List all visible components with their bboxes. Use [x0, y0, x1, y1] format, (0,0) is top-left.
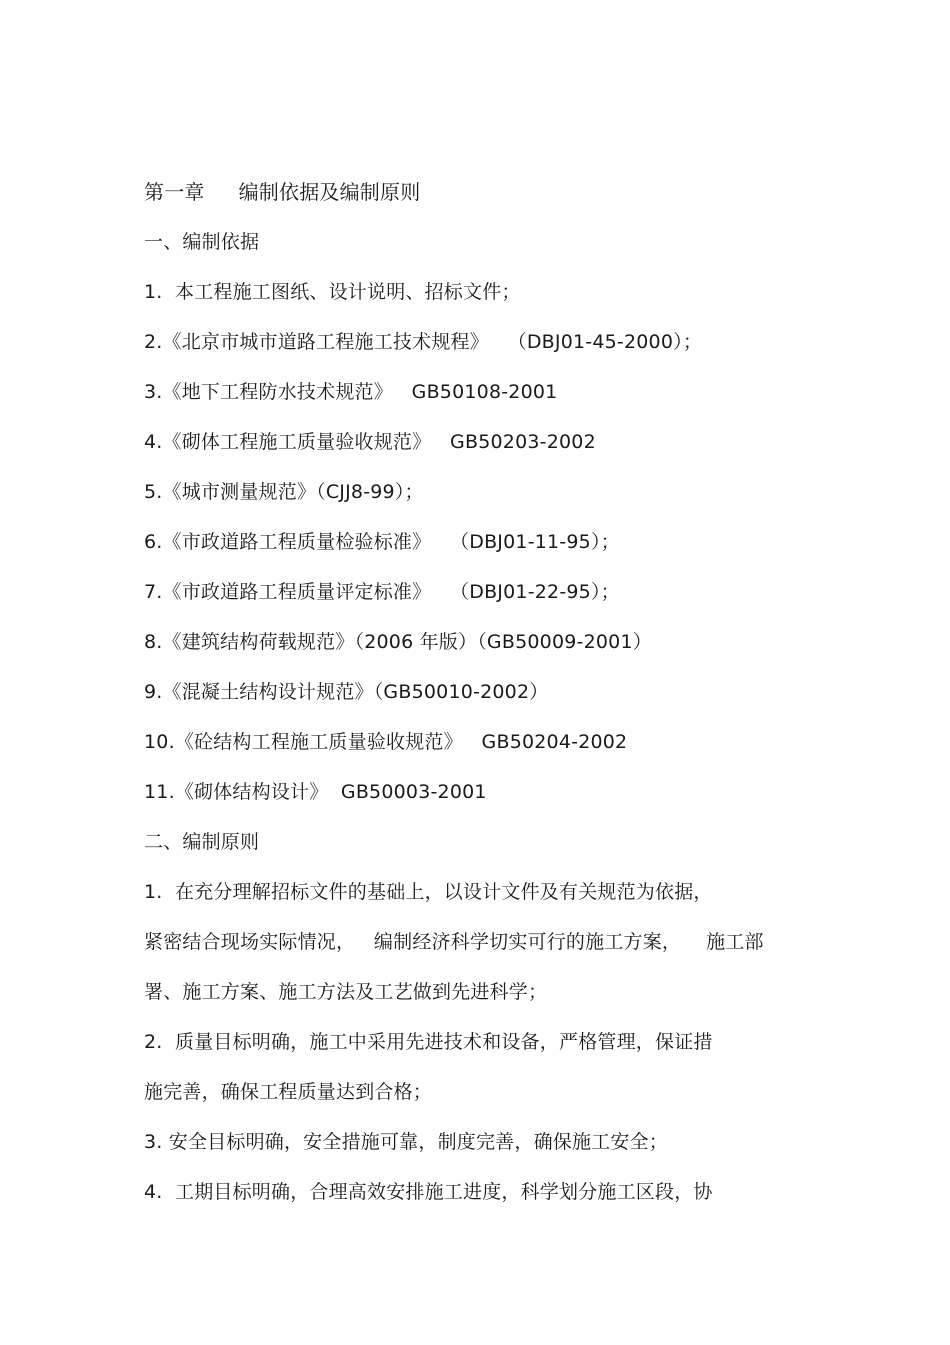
basis-item: 5.《城市测量规范》（CJJ8-99）；	[144, 481, 424, 503]
basis-item: 4.《砌体工程施工质量验收规范》 GB50203-2002	[144, 431, 596, 453]
basis-item: 7.《市政道路工程质量评定标准》 （DBJ01-22-95）；	[144, 581, 620, 603]
basis-item: 10.《砼结构工程施工质量验收规范》 GB50204-2002	[144, 731, 628, 753]
basis-item: 6.《市政道路工程质量检验标准》 （DBJ01-11-95）；	[144, 531, 620, 553]
basis-item: 2.《北京市城市道路工程施工技术规程》 （DBJ01-45-2000）；	[144, 331, 703, 353]
principle-line: 1. 在充分理解招标文件的基础上，以设计文件及有关规范为依据，	[144, 881, 713, 903]
principle-line: 4. 工期目标明确，合理高效安排施工进度，科学划分施工区段，协	[144, 1181, 713, 1203]
principle-line: 施完善，确保工程质量达到合格；	[144, 1081, 433, 1103]
basis-item: 3.《地下工程防水技术规范》 GB50108-2001	[144, 381, 558, 403]
section-heading-basis: 一、编制依据	[144, 231, 260, 253]
principle-line: 紧密结合现场实际情况， 编制经济科学切实可行的施工方案， 施工部	[144, 931, 764, 953]
chapter-title: 编制依据及编制原则	[238, 180, 421, 204]
chapter-label: 第一章	[144, 180, 205, 204]
principle-line: 署、施工方案、施工方法及工艺做到先进科学；	[144, 981, 548, 1003]
section-heading-principles: 二、编制原则	[144, 831, 260, 853]
principle-line: 3. 安全目标明确，安全措施可靠，制度完善，确保施工安全；	[144, 1131, 668, 1153]
basis-item: 9.《混凝土结构设计规范》（GB50010-2002）	[144, 681, 549, 703]
principle-line: 2. 质量目标明确，施工中采用先进技术和设备，严格管理，保证措	[144, 1031, 713, 1053]
basis-item: 8.《建筑结构荷载规范》（2006 年版）（GB50009-2001）	[144, 631, 652, 653]
basis-item: 1. 本工程施工图纸、设计说明、招标文件；	[144, 281, 521, 303]
chapter-heading	[144, 179, 420, 205]
basis-item: 11.《砌体结构设计》 GB50003-2001	[144, 781, 487, 803]
